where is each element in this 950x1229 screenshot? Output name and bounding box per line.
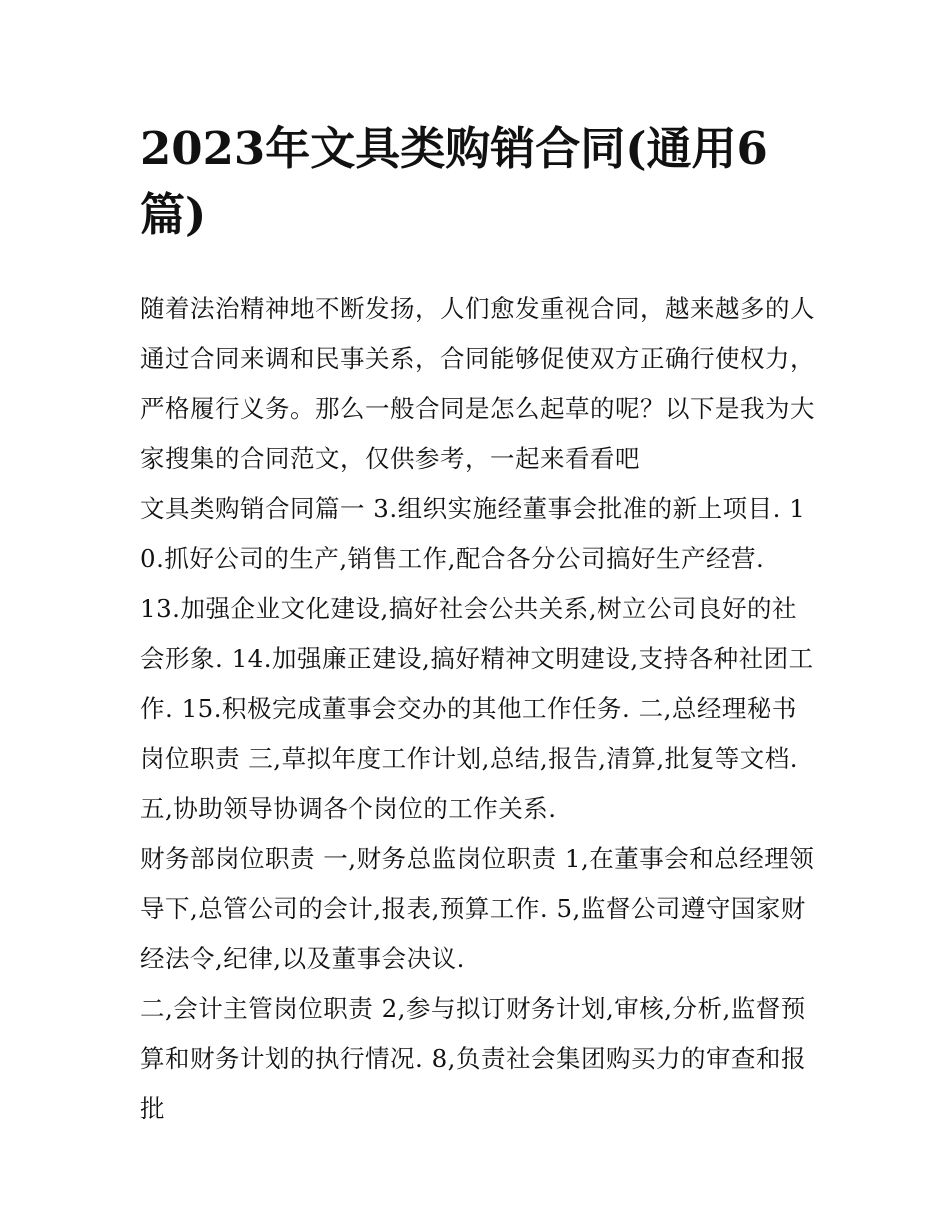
paragraph-finance-dept: 财务部岗位职责 一,财务总监岗位职责 1,在董事会和总经理领导下,总管公司的会计,报表,预算工作. 5,监督公司遵守国家财经法令,纪律,以及董事会决议. [140, 844, 815, 973]
paragraph-contract-1: 文具类购销合同篇一 3.组织实施经董事会批准的新上项目. 10.抓好公司的生产,销售工作,配合各分公司搞好生产经营. [140, 494, 806, 573]
document-title: 2023年文具类购销合同(通用6篇) [140, 122, 768, 241]
paragraph-accounting: 二,会计主管岗位职责 2,参与拟订财务计划,审核,分析,监督预算和财务计划的执行情况. 8,负责社会集团购买力的审查和报批 [140, 994, 806, 1123]
document-body [140, 284, 815, 1134]
paragraph-duties: 13.加强企业文化建设,搞好社会公共关系,树立公司良好的社会形象. 14.加强廉正建设,搞好精神文明建设,支持各种社团工作. 15.积极完成董事会交办的其他工作任务. 二,总经理秘书岗位职责 三,草拟年度工作计划,总结,报告,清算,批复等文档. 五,协助领导协调各个岗位的工作关系. [140, 594, 814, 823]
paragraph-intro: 随着法治精神地不断发扬，人们愈发重视合同，越来越多的人通过合同来调和民事关系，合同能够促使双方正确行使权力，严格履行义务。那么一般合同是怎么起草的呢？以下是我为大家搜集的合同范文，仅供参考，一起来看看吧 [140, 294, 815, 473]
